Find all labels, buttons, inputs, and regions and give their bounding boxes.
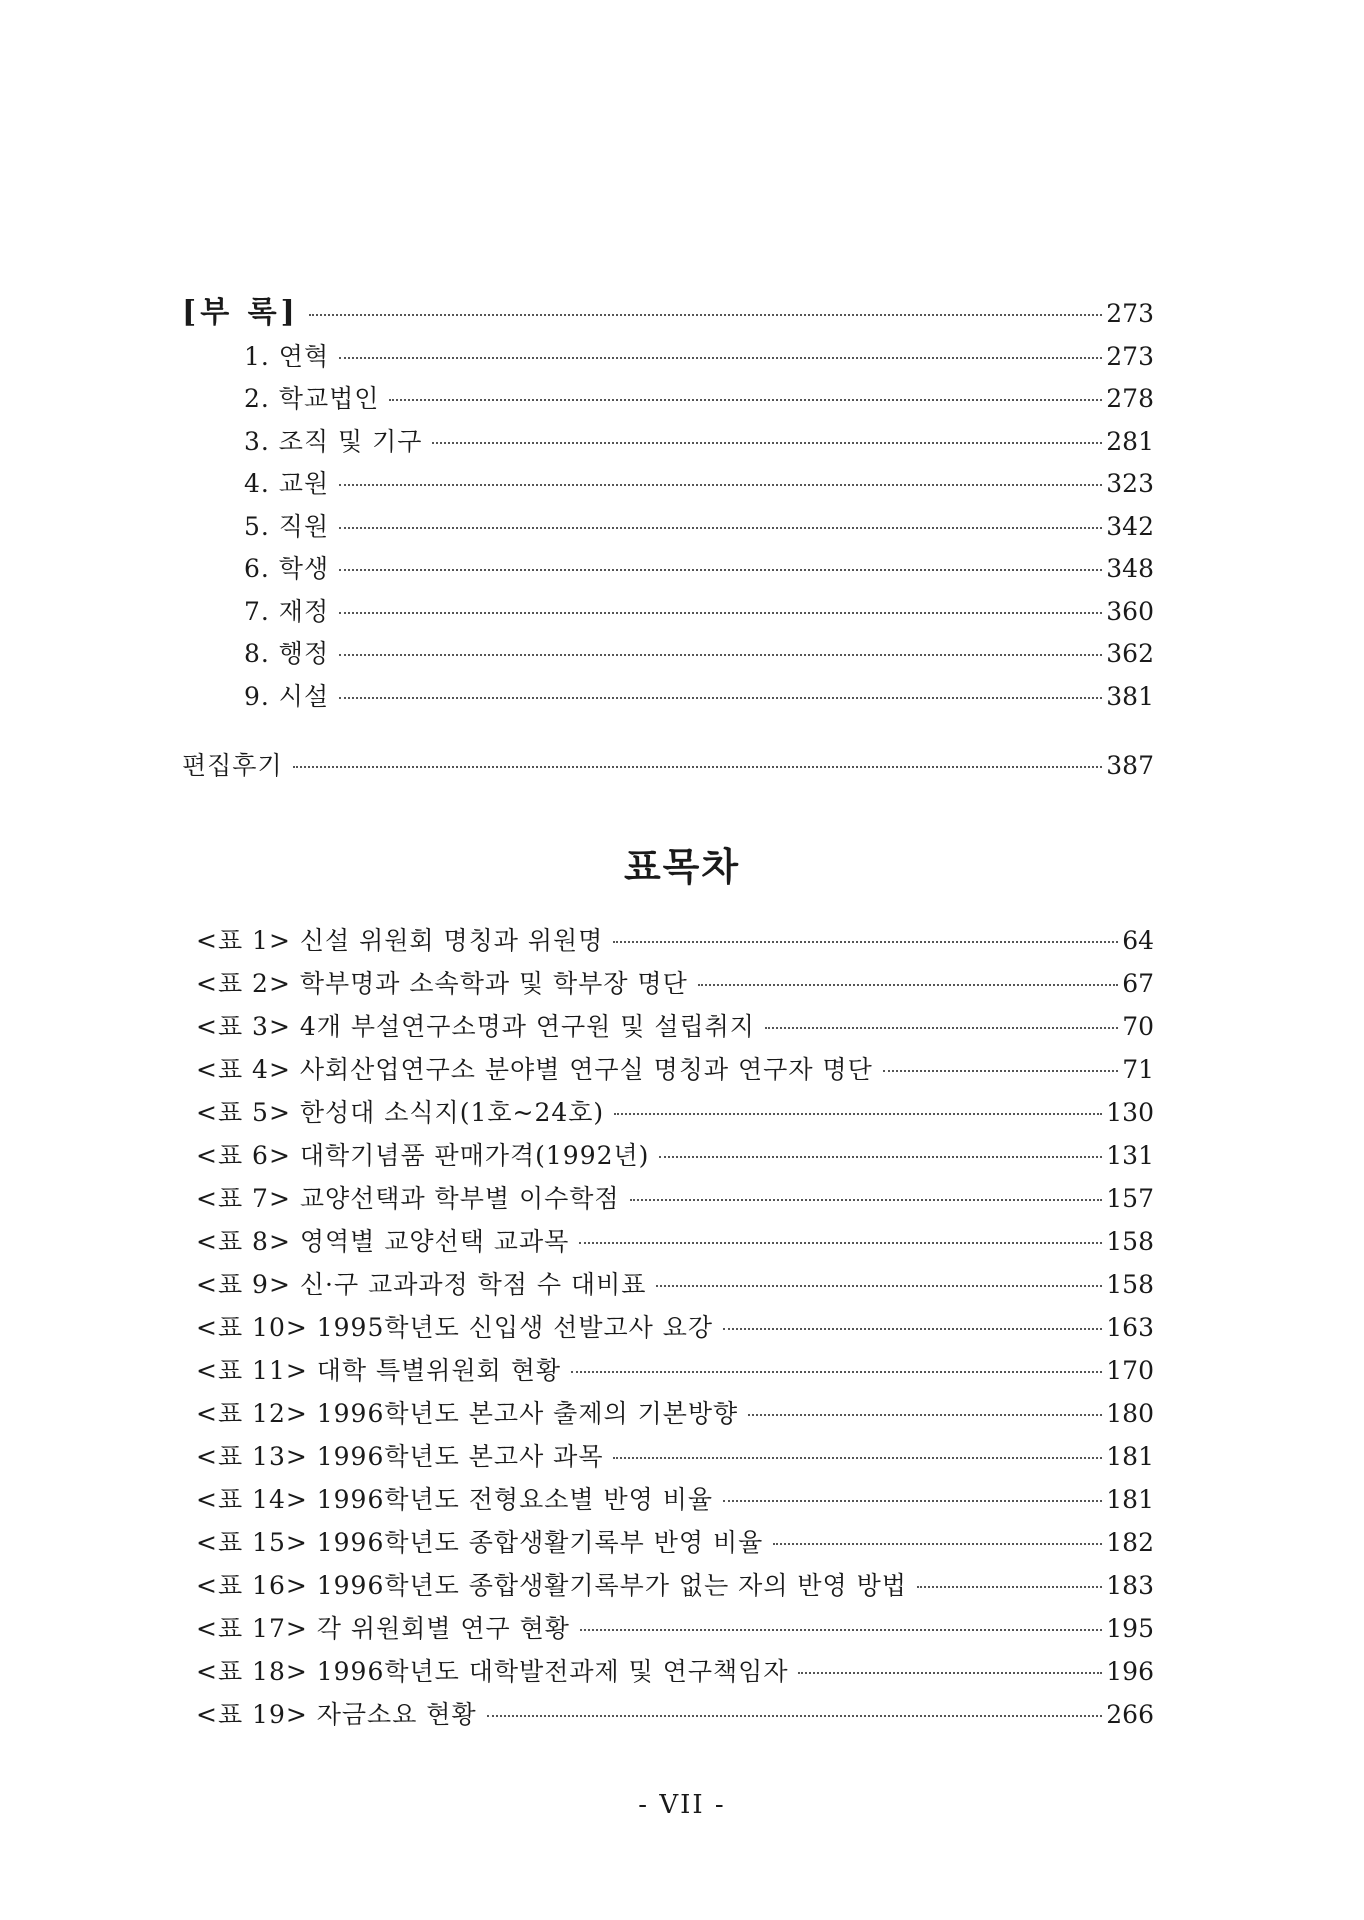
entry-page: 67 [1122,969,1154,998]
entry-label: <표 1> 신설 위원회 명칭과 위원명 [196,926,604,955]
dot-leader [798,1672,1102,1674]
table-list-entry [182,1612,1154,1646]
entry-page: 71 [1122,1055,1154,1084]
entry-page: 180 [1106,1399,1154,1428]
table-list-entry [182,1053,1154,1087]
entry-page: 157 [1106,1184,1154,1213]
entry-page: 170 [1106,1356,1154,1385]
dot-leader [571,1371,1102,1373]
dot-leader [656,1285,1102,1287]
table-list-entry [182,1354,1154,1388]
table-list-entry [182,1526,1154,1560]
entry-page: 195 [1106,1614,1154,1643]
dot-leader [630,1199,1103,1201]
entry-page: 70 [1122,1012,1154,1041]
dot-leader [339,697,1102,699]
table-list-entry [182,1010,1154,1044]
toc-entry [182,382,1154,416]
entry-label: <표 2> 학부명과 소속학과 및 학부장 명단 [196,969,688,998]
entry-page: 278 [1106,384,1154,413]
entry-label: 1. 연혁 [244,342,330,371]
entry-label: <표 18> 1996학년도 대학발전과제 및 연구책임자 [196,1657,789,1686]
entry-page: 387 [1106,751,1154,780]
entry-label: 2. 학교법인 [244,384,380,413]
entry-page: 273 [1106,299,1154,328]
table-list-entry [182,1182,1154,1216]
section-title: 표목차 [623,844,741,889]
entry-page: 323 [1106,469,1154,498]
dot-leader [614,1113,1102,1115]
table-list-entry [182,1440,1154,1474]
entry-label: 7. 재정 [244,597,330,626]
entry-label: 3. 조직 및 기구 [244,427,423,456]
dot-leader [917,1586,1102,1588]
dot-leader [580,1629,1102,1631]
toc-entry-appendix-heading [182,296,1154,330]
table-list-entry [182,1268,1154,1302]
dot-leader [748,1414,1102,1416]
entry-page: 181 [1106,1485,1154,1514]
table-list-entry [182,1698,1154,1732]
toc-entry [182,510,1154,544]
entry-page: 381 [1106,682,1154,711]
toc-entry [182,467,1154,501]
entry-label: [부 록] [182,295,299,330]
entry-page: 182 [1106,1528,1154,1557]
dot-leader [765,1027,1118,1029]
entry-page: 130 [1106,1098,1154,1127]
dot-leader [339,527,1102,529]
table-list-entry [182,1655,1154,1689]
entry-page: 64 [1122,926,1154,955]
entry-page: 273 [1106,342,1154,371]
dot-leader [339,612,1102,614]
entry-page: 348 [1106,554,1154,583]
table-list-entry [182,1139,1154,1173]
entry-label: <표 11> 대학 특별위원회 현황 [196,1356,561,1385]
entry-page: 163 [1106,1313,1154,1342]
entry-page: 360 [1106,597,1154,626]
dot-leader [659,1156,1102,1158]
dot-leader [432,442,1102,444]
dot-leader [293,766,1103,768]
entry-page: 281 [1106,427,1154,456]
dot-leader [339,484,1102,486]
dot-leader [723,1500,1102,1502]
dot-leader [339,569,1102,571]
entry-label: 8. 행정 [244,639,330,668]
entry-label: <표 12> 1996학년도 본고사 출제의 기본방향 [196,1399,739,1428]
entry-label: <표 15> 1996학년도 종합생활기록부 반영 비율 [196,1528,764,1557]
entry-page: 196 [1106,1657,1154,1686]
entry-page: 362 [1106,639,1154,668]
entry-page: 342 [1106,512,1154,541]
toc-entry [182,680,1154,714]
table-list-entry [182,1483,1154,1517]
table-list-entry [182,924,1154,958]
entry-page: 131 [1106,1141,1154,1170]
dot-leader [698,984,1118,986]
dot-leader [773,1543,1102,1545]
page-number-footer: - VII - [638,1790,726,1820]
toc-entry [182,637,1154,671]
entry-page: 181 [1106,1442,1154,1471]
toc-entry [182,552,1154,586]
entry-label: <표 3> 4개 부설연구소명과 연구원 및 설립취지 [196,1012,755,1041]
dot-leader [613,1457,1102,1459]
dot-leader [613,941,1118,943]
toc-entry-afterword [182,749,1154,783]
entry-label: <표 14> 1996학년도 전형요소별 반영 비율 [196,1485,714,1514]
entry-page: 266 [1106,1700,1154,1729]
dot-leader [309,314,1102,316]
table-list-entry [182,1397,1154,1431]
table-list-entry [182,967,1154,1001]
entry-label: <표 17> 각 위원회별 연구 현황 [196,1614,570,1643]
entry-label: <표 4> 사회산업연구소 분야별 연구실 명칭과 연구자 명단 [196,1055,873,1084]
table-list-entry [182,1569,1154,1603]
table-list-entry [182,1311,1154,1345]
entry-label: <표 9> 신·구 교과과정 학점 수 대비표 [196,1270,647,1299]
entry-label: <표 19> 자금소요 현황 [196,1700,477,1729]
entry-label: 6. 학생 [244,554,330,583]
entry-label: <표 13> 1996학년도 본고사 과목 [196,1442,604,1471]
entry-label: <표 7> 교양선택과 학부별 이수학점 [196,1184,620,1213]
dot-leader [487,1715,1103,1717]
dot-leader [339,357,1102,359]
dot-leader [389,399,1102,401]
entry-page: 183 [1106,1571,1154,1600]
dot-leader [883,1070,1118,1072]
entry-page: 158 [1106,1270,1154,1299]
entry-label: 9. 시설 [244,682,330,711]
toc-entry [182,340,1154,374]
dot-leader [579,1242,1102,1244]
entry-label: 5. 직원 [244,512,330,541]
entry-label: <표 8> 영역별 교양선택 교과목 [196,1227,570,1256]
entry-label: <표 10> 1995학년도 신입생 선발고사 요강 [196,1313,714,1342]
entry-label: 편집후기 [182,751,283,780]
toc-entry [182,595,1154,629]
entry-label: <표 5> 한성대 소식지(1호~24호) [196,1098,605,1127]
toc-entry [182,425,1154,459]
entry-label: <표 6> 대학기념품 판매가격(1992년) [196,1141,650,1170]
entry-label: 4. 교원 [244,469,330,498]
entry-label: <표 16> 1996학년도 종합생활기록부가 없는 자의 반영 방법 [196,1571,907,1600]
table-list-entry [182,1096,1154,1130]
dot-leader [339,654,1102,656]
entry-page: 158 [1106,1227,1154,1256]
table-list-entry [182,1225,1154,1259]
dot-leader [723,1328,1102,1330]
